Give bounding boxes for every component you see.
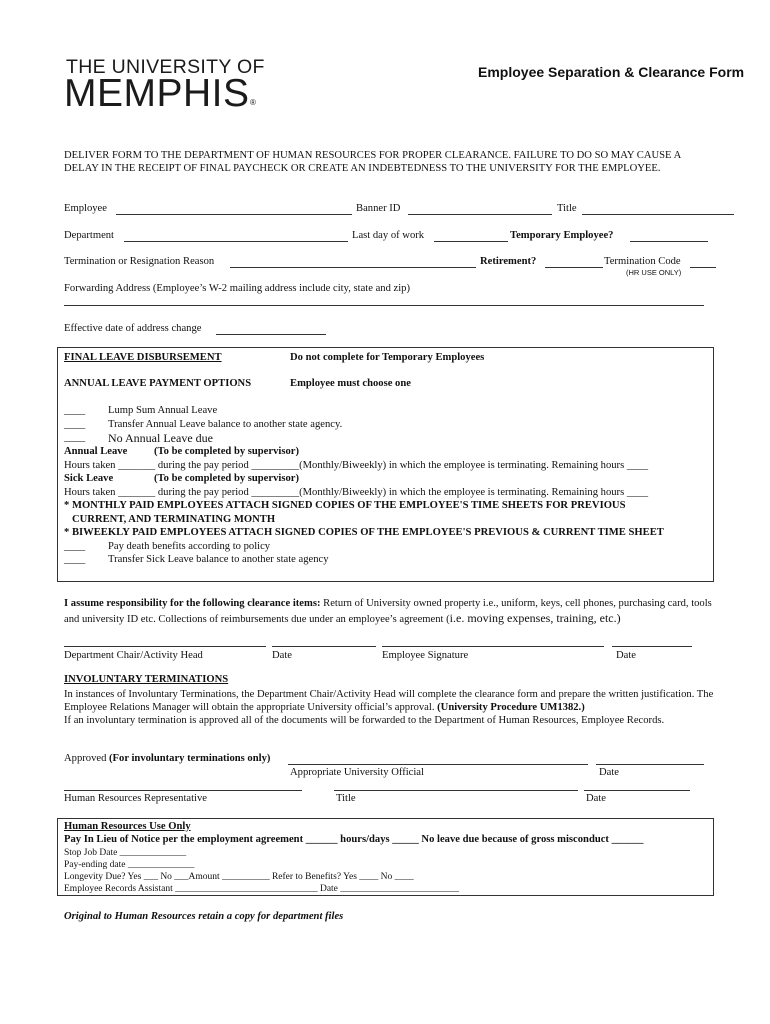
death-benefits-blank[interactable]: ____ <box>64 541 86 552</box>
clearance-statement <box>64 597 718 627</box>
annual-leave-note: (To be completed by supervisor) <box>154 446 299 457</box>
pay-ending-line[interactable]: Pay-ending date ______________ <box>64 860 195 870</box>
intro-instructions: DELIVER FORM TO THE DEPARTMENT OF HUMAN RESOURCES FOR PROPER CLEARANCE. FAILURE TO DO SO MAY CAUSE A DELAY IN THE RECEIPT OF FINAL PAYCHECK OR CREATE AN INDEBTEDNESS TO THE UNIVERSITY FOR THE EMPLOYEE. <box>64 150 681 174</box>
involuntary-text2: If an involuntary termination is approved all of the documents will be forwarded to the Department of Human Resources, Employee Records. <box>64 715 665 726</box>
chair-signature-line[interactable] <box>64 646 266 647</box>
approved-note: (For involuntary terminations only) <box>109 753 271 764</box>
annual-options-note: Employee must choose one <box>290 378 411 389</box>
banner-id-field[interactable] <box>408 214 552 215</box>
approved-word: Approved <box>64 753 107 764</box>
footer-note: Original to Human Resources retain a copy for department files <box>64 911 344 922</box>
forwarding-address-label: Forwarding Address (Employee’s W-2 mailing address include city, state and zip) <box>64 283 410 294</box>
employee-date-line[interactable] <box>612 646 692 647</box>
banner-id-label: Banner ID <box>356 203 401 214</box>
records-assistant-line[interactable]: Employee Records Assistant ______________________________ Date _________________________ <box>64 884 460 894</box>
no-annual-option: No Annual Leave due <box>108 431 213 445</box>
forwarding-address-field[interactable] <box>64 305 704 306</box>
clearance-statement-bold: I assume responsibility for the following clearance items: <box>64 598 321 609</box>
temporary-employee-field[interactable] <box>630 241 708 242</box>
involuntary-text-body: In instances of Involuntary Terminations, the Department Chair/Activity Head will complete the clearance form and prepare the written justification. The Employee Relations Manager will obtain the appropriate University official’s approval. <box>64 689 714 713</box>
title-field[interactable] <box>582 214 734 215</box>
employee-signature-line[interactable] <box>382 646 604 647</box>
sick-leave-note: (To be completed by supervisor) <box>154 473 299 484</box>
final-leave-heading: FINAL LEAVE DISBURSEMENT <box>64 352 222 363</box>
monthly-note-line2: CURRENT, AND TERMINATING MONTH <box>72 514 276 525</box>
official-date-line[interactable] <box>596 764 704 765</box>
employee-signature-label: Employee Signature <box>382 650 469 661</box>
sick-transfer-blank[interactable]: ____ <box>64 554 86 565</box>
involuntary-text <box>64 688 718 714</box>
clearance-statement-text: Return of University owned property i.e., uniform, keys, cell phones, purchasing card, tools and university ID etc. Collections of reimbursements due under an employee’s agreement ( <box>64 598 712 625</box>
transfer-annual-option: Transfer Annual Leave balance to another state agency. <box>108 419 343 430</box>
sick-transfer-option: Transfer Sick Leave balance to another state agency <box>108 554 329 565</box>
lump-sum-blank[interactable]: ____ <box>64 405 86 416</box>
employee-label: Employee <box>64 203 107 214</box>
hr-box-heading: Human Resources Use Only <box>64 821 191 832</box>
hr-use-only-note: (HR USE ONLY) <box>626 268 682 277</box>
title-label: Title <box>557 203 577 214</box>
stop-job-line[interactable]: Stop Job Date ______________ <box>64 848 187 858</box>
hr-rep-line[interactable] <box>64 790 302 791</box>
no-annual-blank[interactable]: ____ <box>64 432 86 443</box>
hr-date-line[interactable] <box>584 790 690 791</box>
approved-label <box>64 753 270 764</box>
termination-code-label: Termination Code <box>604 256 681 267</box>
effective-date-label: Effective date of address change <box>64 323 202 334</box>
hr-title-label: Title <box>336 793 356 804</box>
last-day-label: Last day of work <box>352 230 425 241</box>
termination-code-field[interactable] <box>690 267 716 268</box>
transfer-annual-blank[interactable]: ____ <box>64 419 86 430</box>
temporary-employee-label: Temporary Employee? <box>510 230 614 241</box>
last-day-field[interactable] <box>434 241 508 242</box>
official-label: Appropriate University Official <box>290 767 424 778</box>
hr-date-label: Date <box>586 793 606 804</box>
chair-date-label: Date <box>272 650 292 661</box>
employee-field[interactable] <box>116 214 352 215</box>
pay-in-lieu-line[interactable]: Pay In Lieu of Notice per the employment agreement ______ hours/days _____ No leave due because of gross misconduct ______ <box>64 834 644 845</box>
form-title: Employee Separation & Clearance Form <box>478 64 745 80</box>
longevity-line[interactable]: Longevity Due? Yes ___ No ___Amount __________ Refer to Benefits? Yes ____ No ____ <box>64 872 414 882</box>
annual-options-heading: ANNUAL LEAVE PAYMENT OPTIONS <box>64 378 252 389</box>
sick-hours-line[interactable]: Hours taken _______ during the pay period _________(Monthly/Biweekly) in which the employee is terminating. Remaining hours ____ <box>64 487 649 498</box>
department-label: Department <box>64 230 115 241</box>
hr-rep-label: Human Resources Representative <box>64 793 207 804</box>
chair-signature-label: Department Chair/Activity Head <box>64 650 203 661</box>
chair-date-line[interactable] <box>272 646 376 647</box>
final-leave-note: Do not complete for Temporary Employees <box>290 352 485 363</box>
biweekly-note: * BIWEEKLY PAID EMPLOYEES ATTACH SIGNED COPIES OF THE EMPLOYEE'S PREVIOUS & CURRENT TIME SHEET <box>64 527 664 538</box>
retirement-label: Retirement? <box>480 256 537 267</box>
effective-date-field[interactable] <box>216 334 326 335</box>
registered-mark: ® <box>250 98 256 107</box>
university-logo-line1: THE UNIVERSITY OF <box>66 56 265 78</box>
official-signature-line[interactable] <box>288 764 588 765</box>
annual-hours-line[interactable]: Hours taken _______ during the pay period _________(Monthly/Biweekly) in which the employee is terminating. Remaining hours ____ <box>64 460 649 471</box>
involuntary-procedure: (University Procedure UM1382.) <box>437 702 585 713</box>
death-benefits-option: Pay death benefits according to policy <box>108 541 271 552</box>
sick-leave-label: Sick Leave <box>64 473 114 484</box>
official-date-label: Date <box>599 767 619 778</box>
clearance-statement-examples: i.e. moving expenses, training, etc.) <box>449 611 621 625</box>
termination-reason-field[interactable] <box>230 267 476 268</box>
monthly-note-line1: * MONTHLY PAID EMPLOYEES ATTACH SIGNED COPIES OF THE EMPLOYEE'S TIME SHEETS FOR PREVIOUS <box>64 500 626 511</box>
employee-date-label: Date <box>616 650 636 661</box>
lump-sum-option: Lump Sum Annual Leave <box>108 405 218 416</box>
annual-leave-label: Annual Leave <box>64 446 128 457</box>
university-logo-line2: MEMPHIS <box>64 72 250 115</box>
department-field[interactable] <box>124 241 348 242</box>
termination-reason-label: Termination or Resignation Reason <box>64 256 215 267</box>
hr-title-line[interactable] <box>334 790 578 791</box>
retirement-field[interactable] <box>545 267 603 268</box>
involuntary-heading: INVOLUNTARY TERMINATIONS <box>64 674 229 685</box>
